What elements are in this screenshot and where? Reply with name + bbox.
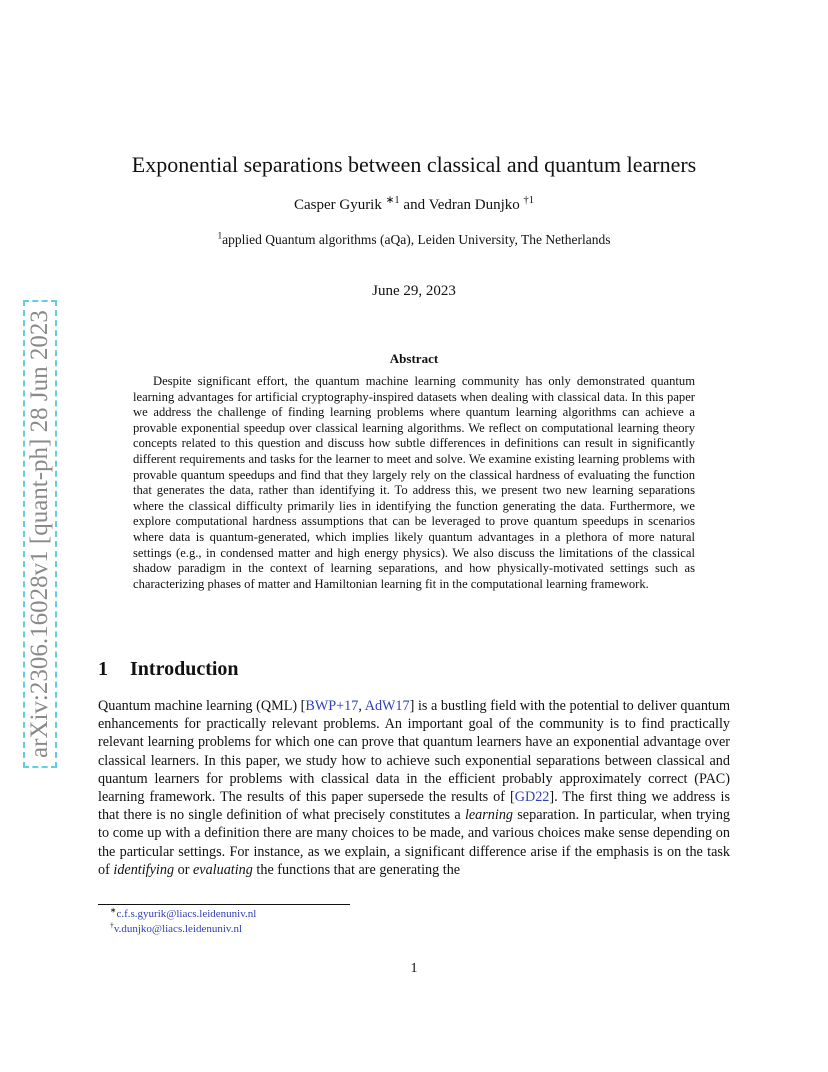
emphasis-text: learning (464, 807, 514, 824)
body-text-run: ] is a bustling field with the potential to deliver quantum enhancements for practically relevant problems. An important goal of the community is to find practically relevant learning problems for which one can prove that quantum learners have an exponential advantage over classical learners. In this paper, we study how to achieve such exponential separations between classical and quantum learners for problems with classical data in the efficient probably approximately correct (PAC) learning framework. The results of this paper supersede the results of [ (98, 698, 730, 806)
citation-link[interactable]: BWP+17 (305, 698, 359, 714)
footnote-email-link[interactable]: v.dunjko@liacs.leidenuniv.nl (113, 923, 242, 935)
citation-link[interactable]: AdW17 (364, 698, 410, 714)
arxiv-identifier[interactable]: arXiv:2306.16028v1 [quant-ph] 28 Jun 2023 (23, 300, 57, 768)
abstract-text: Despite significant effort, the quantum machine learning community has only demonstrated quantum learning advantages for artificial cryptography-inspired datasets when dealing with classical data. In this paper we address the challenge of finding learning problems where quantum learning algorithms can achieve a provable exponential speedup over classical learning algorithms. We reflect on computational learning theory concepts related to this question and discuss how subtle differences in definitions can result in significantly different requirements and tasks for the learner to meet and solve. We examine existing learning problems with provable quantum speedups and find that they largely rely on the classical hardness of evaluating the function that generates the data, rather than identifying it. To address this, we present two new learning separations where the classical difficulty primarily lies in identifying the function generating the data. Furthermore, we explore computational hardness assumptions that can be leveraged to prove quantum speedups in scenarios where data is quantum-generated, which implies likely quantum advantages in a plethora of more natural settings (e.g., in condensed matter and high energy physics). We also discuss the limitations of the classical shadow paradigm in the context of learning separations, and how physically-motivated settings such as characterizing phases of matter and Hamiltonian learning fit in the computational learning framework. (133, 374, 695, 591)
affiliation-mark: 1 (217, 231, 223, 242)
footnote-email-link[interactable]: c.f.s.gyurik@liacs.leidenuniv.nl (116, 908, 257, 920)
section-heading (98, 658, 239, 681)
affiliation (0, 232, 828, 248)
body-text-run: or (174, 861, 193, 878)
section-title: Introduction (130, 658, 239, 680)
author-mark[interactable]: †1 (523, 195, 535, 206)
body-text-run: separation. In particular, when trying to come up with a definition there are many choices to be made, and various choices make sense depending on the particular settings. For instance, as we explain, a significant difference arise if the emphasis is on the task of (98, 807, 731, 878)
citation-link[interactable]: GD22 (514, 789, 550, 806)
abstract-heading: Abstract (389, 351, 439, 366)
author-name: Casper Gyurik (293, 197, 382, 213)
author-line (0, 197, 828, 214)
footnote-mark: ∗ (110, 905, 117, 915)
page-number: 1 (410, 961, 418, 976)
section-number: 1 (98, 658, 108, 680)
author-separator: and (399, 197, 429, 213)
paper-title: Exponential separations between classical and quantum learners (131, 152, 697, 177)
publication-date: June 29, 2023 (372, 283, 456, 299)
emphasis-text: identifying (113, 861, 175, 878)
emphasis-text: evaluating (192, 861, 253, 878)
affiliation-text: applied Quantum algorithms (aQa), Leiden University, The Netherlands (222, 232, 611, 247)
footnote-mark: † (110, 920, 114, 930)
body-text-run: Quantum machine learning (QML) [ (98, 698, 306, 714)
footnote (110, 905, 257, 920)
footnote (110, 920, 242, 935)
body-text-run: , (358, 698, 365, 714)
author-mark[interactable]: ∗1 (385, 195, 400, 206)
footnote-rule (98, 904, 350, 905)
intro-paragraph (98, 697, 730, 879)
author-name: Vedran Dunjko (428, 197, 520, 213)
body-text-run: ]. The first thing we address is that there is no single definition of what precisely constitutes a (98, 789, 730, 824)
body-text-run: the functions that are generating the (252, 861, 461, 878)
